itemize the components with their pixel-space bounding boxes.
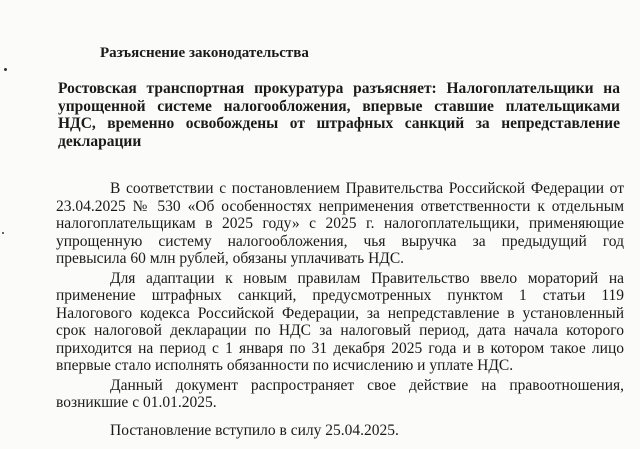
- scan-speck: [2, 232, 4, 234]
- title-line: НДС, временно освобождены от штрафных санкций за непредставление: [58, 115, 620, 133]
- text-line: применение штрафных санкций, предусмотренных пунктом 1 статьи 119: [56, 287, 624, 304]
- paragraph: [56, 180, 624, 268]
- title-line: декларации: [58, 132, 142, 150]
- section-heading: Разъяснение законодательства: [100, 45, 309, 61]
- article-body: [56, 180, 624, 441]
- text-line: налогоплательщикам в 2025 году» с 2025 г. налогоплательщики, применяющие: [56, 215, 624, 232]
- text-line: 23.04.2025 № 530 «Об особенностях неприменения ответственности к отдельным: [56, 197, 624, 215]
- text-line: упрощенную систему налогообложения, чья выручка за предыдущий год: [56, 232, 624, 250]
- title-line: Ростовская транспортная прокуратура разъясняет: Налогоплательщики на: [58, 80, 620, 97]
- text-line: Постановление вступило в силу 25.04.2025.: [110, 421, 399, 439]
- paragraph: [56, 377, 624, 412]
- text-line: возникшие с 01.01.2025.: [56, 394, 217, 411]
- text-line: приходится на период с 1 января по 31 декабря 2025 года и в котором такое лицо: [56, 339, 624, 357]
- title-line: упрощенной системе налогообложения, впервые ставшие плательщиками: [58, 97, 620, 115]
- text-line: В соответствии с постановлением Правительства Российской Федерации от: [110, 180, 624, 197]
- text-line: Налогового кодекса Российской Федерации, за непредставление в установленный: [56, 304, 624, 322]
- scan-speck: [4, 68, 7, 71]
- text-line: срок налоговой декларации по НДС за налоговый период, дата начала которого: [56, 322, 624, 339]
- paragraph: [56, 422, 624, 440]
- text-line: Для адаптации к новым правилам Правительство ввело мораторий на: [110, 269, 624, 287]
- text-line: превысила 60 млн рублей, обязаны уплачивать НДС.: [56, 250, 405, 267]
- article-title: [58, 80, 620, 150]
- text-line: Данный документ распространяет свое действие на правоотношения,: [110, 376, 624, 394]
- paragraph: [56, 270, 624, 375]
- text-line: впервые стало исполнять обязанности по исчислению и уплате НДС.: [56, 357, 514, 374]
